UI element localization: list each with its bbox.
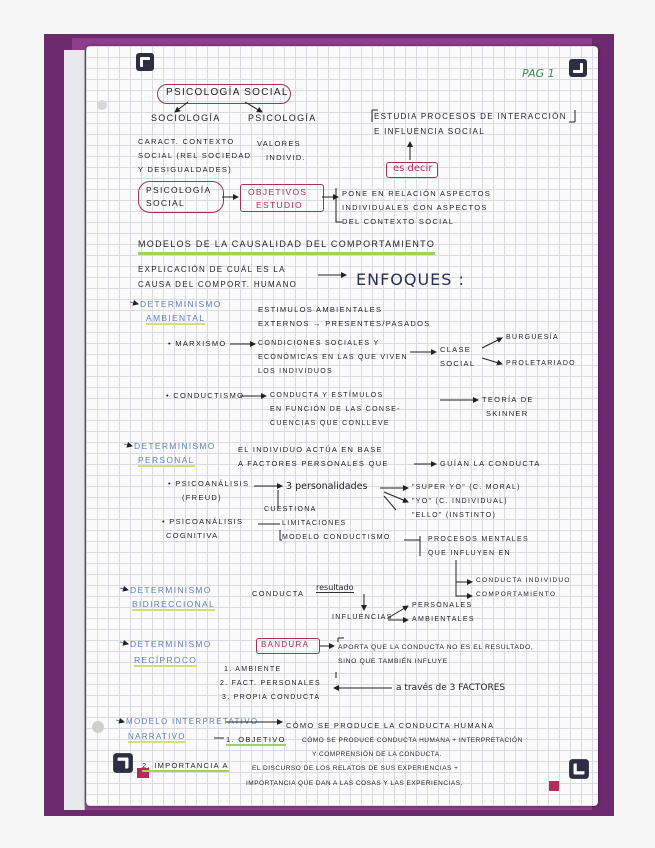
estimulos-line: ESTIMULOS AMBIENTALES <box>258 305 383 314</box>
valores-line: INDIVID. <box>266 153 306 162</box>
individuo-line: A FACTORES PERSONALES QUE <box>238 459 389 468</box>
objetivos-line: ESTUDIO <box>256 200 303 210</box>
ambientales: AMBIENTALES <box>412 616 475 623</box>
limitaciones: LIMITACIONES <box>282 520 347 527</box>
influencias: INFLUENCIAS <box>332 614 393 621</box>
procesos-line: PROCESOS MENTALES <box>428 536 529 543</box>
teoria-line: SKINNER <box>486 409 529 418</box>
cuestiona: CUESTIONA <box>264 506 317 513</box>
objetivo-label: 1. OBJETIVO <box>226 735 286 744</box>
estudia-line: ESTUDIA PROCESOS DE INTERACCIÓN <box>374 112 567 121</box>
aporta-line: APORTA QUE LA CONDUCTA NO ES EL RESULTADO, <box>338 644 534 651</box>
det-reciproco-line: RECÍPROCO <box>134 655 198 665</box>
tres-personalidades: 3 personalidades <box>286 481 368 492</box>
ps-cloud-line: PSICOLOGÍA <box>146 185 212 195</box>
cond-sociales-line: ECONÓMICAS EN LAS QUE VIVEN <box>258 354 408 361</box>
yo: "YO" (C. INDIVIDUAL) <box>412 498 508 505</box>
individuo-line: EL INDIVIDUO ACTÚA EN BASE <box>238 445 383 454</box>
carac-line: CARACT. CONTEXTO <box>138 137 235 146</box>
procesos-line: QUE INFLUYEN EN <box>428 550 511 557</box>
psicoanalisis-line: (FREUD) <box>182 493 222 502</box>
ps-cloud-line: SOCIAL <box>146 198 185 208</box>
importancia-text-line: EL DISCURSO DE LOS RELATOS DE SUS EXPERIENCIAS + <box>252 765 459 772</box>
conducta-estimulos-line: EN FUNCIÓN DE LAS CONSE- <box>270 406 401 413</box>
pone-line: INDIVIDUALES CON ASPECTOS <box>342 203 488 212</box>
conducta-individuo: CONDUCTA INDIVIDUO <box>476 577 571 584</box>
cond-sociales-line: LOS INDIVIDUOS <box>258 368 333 375</box>
estudia-line: E INFLUENCIA SOCIAL <box>374 127 485 136</box>
enfoques: ENFOQUES : <box>356 270 465 289</box>
es-decir: es decir <box>393 163 433 174</box>
modelo-conductismo: MODELO CONDUCTISMO <box>282 534 391 541</box>
burguesia: BURGUESÍA <box>506 334 559 341</box>
psico-cognitiva-line: • PSICOANÁLISIS <box>162 517 244 526</box>
carac-line: SOCIAL (REL SOCIEDAD <box>138 151 252 160</box>
det-personal-line: PERSONAL <box>138 455 195 465</box>
clase-line: SOCIAL <box>440 359 476 368</box>
psicoanalisis-line: • PSICOANÁLISIS <box>168 479 250 488</box>
comportamiento: COMPORTAMIENTO <box>476 591 557 598</box>
importancia-label: 2. IMPORTANCIA A <box>142 761 229 770</box>
conducta-estimulos-line: CUENCIAS QUE CONLLEVE <box>270 420 390 427</box>
conductismo: • CONDUCTISMO <box>166 391 245 400</box>
super-yo: "SUPER YO" (C. MORAL) <box>412 484 521 491</box>
det-ambiental-line: DETERMINISMO <box>140 299 222 309</box>
bandura: BANDURA <box>261 640 310 649</box>
como-se-produce: CÓMO SE PRODUCE LA CONDUCTA HUMANA <box>286 721 495 730</box>
det-bidireccional-line: BIDIRECCIONAL <box>132 599 216 609</box>
page-label: PAG 1 <box>522 67 555 80</box>
importancia-text-line: IMPORTANCIA QUE DAN A LAS COSAS Y LAS EXPERIENCIAS. <box>246 780 463 787</box>
marxismo: • MARXISMO <box>168 339 227 348</box>
estimulos-line: EXTERNOS → PRESENTES/PASADOS <box>258 319 431 328</box>
carac-line: Y DESIGUALDADES) <box>138 165 233 174</box>
psico-cognitiva-line: COGNITIVA <box>166 531 219 540</box>
branch-psicologia: PSICOLOGÍA <box>248 113 317 123</box>
guian: GUÍAN LA CONDUCTA <box>440 459 541 468</box>
objetivo-text-line: CÓMO SE PRODUCE CONDUCTA HUMANA + INTERPRETACIÓN <box>302 737 523 744</box>
branch-sociologia: SOCIOLOGÍA <box>151 113 221 123</box>
objetivos-line: OBJETIVOS <box>248 187 308 197</box>
modelos-heading: MODELOS DE LA CAUSALIDAD DEL COMPORTAMIENTO <box>138 240 435 255</box>
modelo-interpretativo-line: MODELO INTERPRETATIVO - <box>126 717 266 726</box>
clase-line: CLASE <box>440 345 472 354</box>
resultado: resultado <box>316 583 354 592</box>
factor-item: 1. AMBIENTE <box>224 666 282 673</box>
title: PSICOLOGÍA SOCIAL <box>166 87 289 98</box>
pone-line: PONE EN RELACIÓN ASPECTOS <box>342 189 492 198</box>
conducta-bi: CONDUCTA <box>252 589 305 598</box>
valores-line: VALORES <box>257 139 301 148</box>
det-reciproco-line: DETERMINISMO <box>130 639 212 649</box>
cond-sociales-line: CONDICIONES SOCIALES Y <box>258 340 380 347</box>
proletariado: PROLETARIADO <box>506 360 576 367</box>
det-bidireccional-line: DETERMINISMO <box>130 585 212 595</box>
teoria-line: TEORÍA DE <box>482 395 534 404</box>
conducta-estimulos-line: CONDUCTA Y ESTÍMULOS <box>270 392 384 399</box>
modelo-interpretativo-line: NARRATIVO <box>128 732 186 741</box>
ello: "ELLO" (INSTINTO) <box>412 512 497 519</box>
explicacion-line: EXPLICACIÓN DE CUÁL ES LA <box>138 265 286 274</box>
personales: PERSONALES <box>412 602 473 609</box>
det-ambiental-line: AMBIENTAL <box>146 313 206 323</box>
factor-item: 3. PROPIA CONDUCTA <box>222 694 321 701</box>
factor-item: 2. FACT. PERSONALES <box>220 680 321 687</box>
explicacion-line: CAUSA DEL COMPORT. HUMANO <box>138 280 298 289</box>
det-personal-line: DETERMINISMO <box>134 441 216 451</box>
objetivo-text-line: Y COMPRENSIÓN DE LA CONDUCTA. <box>312 751 442 758</box>
pone-line: DEL CONTEXTO SOCIAL <box>342 217 455 226</box>
aporta-line: SINO QUE TAMBIÉN INFLUYE <box>338 658 448 665</box>
a-traves: a través de 3 FACTORES <box>396 683 506 693</box>
